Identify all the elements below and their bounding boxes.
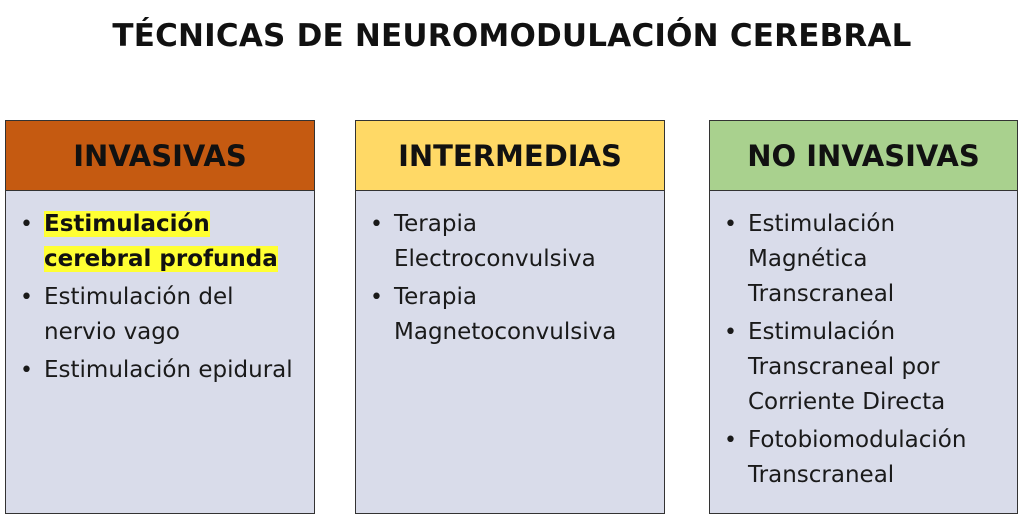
bullet-icon: • xyxy=(724,320,737,345)
column-invasivas xyxy=(5,120,315,514)
list-item xyxy=(368,280,654,350)
list-item xyxy=(722,315,1007,420)
diagram-title: TÉCNICAS DE NEUROMODULACIÓN CEREBRAL xyxy=(112,18,912,54)
list-item xyxy=(18,353,304,388)
technique-label: Estimulación epidural xyxy=(44,357,293,383)
column-intermedias xyxy=(355,120,665,514)
list-item xyxy=(18,207,304,277)
bullet-icon: • xyxy=(724,212,737,237)
technique-label: Estimulación Transcraneal por Corriente Directa xyxy=(748,319,946,415)
technique-label: Estimulación del nervio vago xyxy=(44,284,234,345)
bullet-icon: • xyxy=(20,212,33,237)
technique-label: Estimulación Magnética Transcraneal xyxy=(748,211,896,307)
technique-label: Terapia Electroconvulsiva xyxy=(394,211,596,272)
technique-list-intermedias xyxy=(356,191,664,350)
column-no-invasivas xyxy=(709,120,1018,514)
bullet-icon: • xyxy=(370,212,383,237)
column-header-no-invasivas: NO INVASIVAS xyxy=(710,121,1017,191)
list-item xyxy=(722,207,1007,312)
list-item xyxy=(18,280,304,350)
bullet-icon: • xyxy=(724,428,737,453)
list-item xyxy=(368,207,654,277)
column-header-intermedias: INTERMEDIAS xyxy=(356,121,664,191)
technique-label: Terapia Magnetoconvulsiva xyxy=(394,284,617,345)
bullet-icon: • xyxy=(20,358,33,383)
list-item xyxy=(722,423,1007,493)
technique-label: Fotobiomodulación Transcraneal xyxy=(748,427,967,488)
technique-list-no-invasivas xyxy=(710,191,1017,493)
technique-label: Estimulación cerebral profunda xyxy=(44,211,278,272)
bullet-icon: • xyxy=(370,285,383,310)
column-header-invasivas: INVASIVAS xyxy=(6,121,314,191)
technique-list-invasivas xyxy=(6,191,314,388)
bullet-icon: • xyxy=(20,285,33,310)
